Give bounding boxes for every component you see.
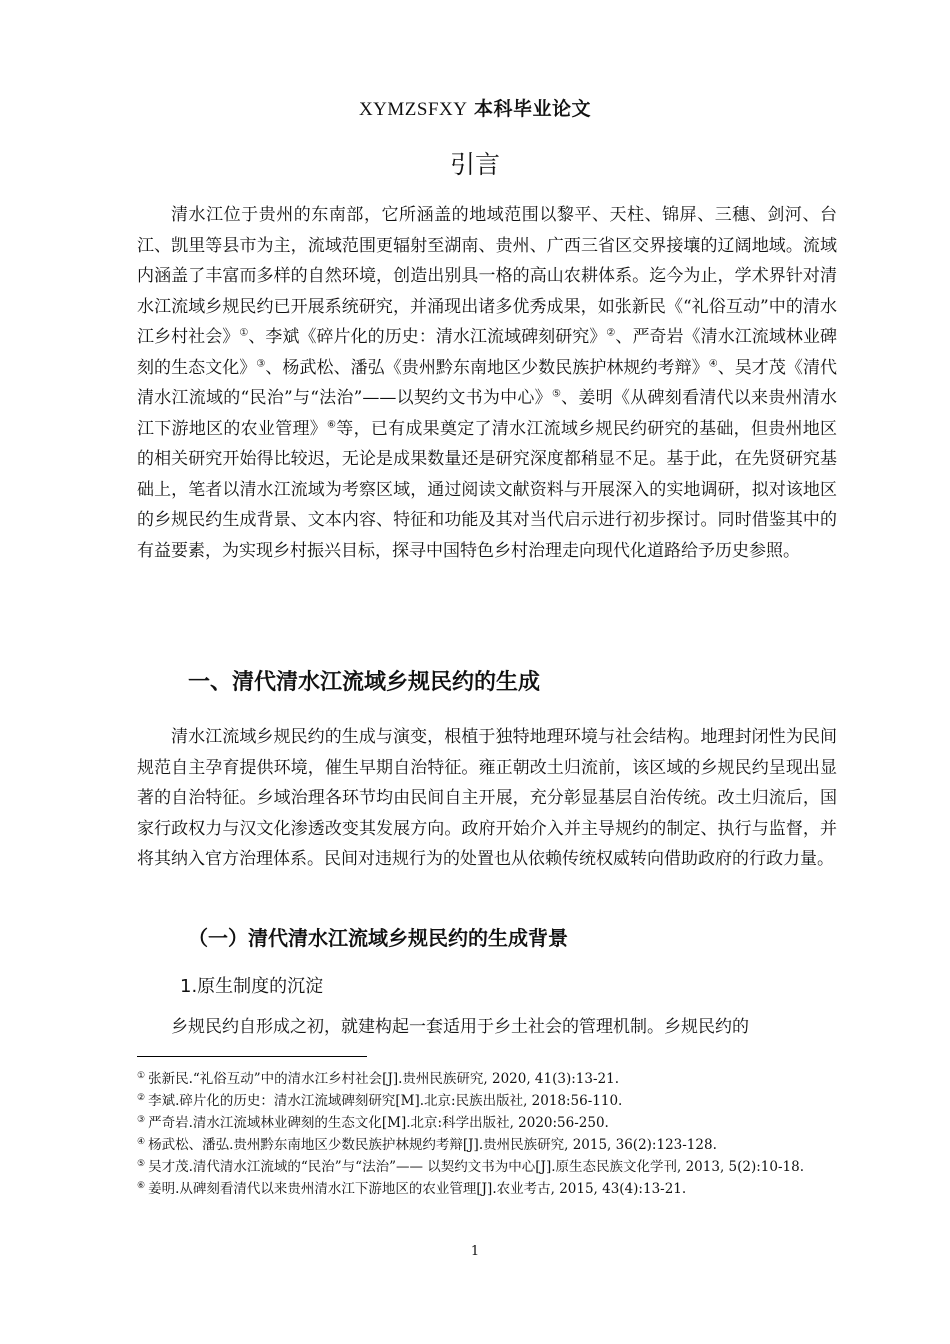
footnote-item	[137, 1134, 842, 1156]
footnote-mark: ①	[137, 1070, 146, 1081]
header-label: 本科毕业论文	[474, 98, 592, 120]
footnote-item	[137, 1178, 842, 1200]
footnote-ref-3[interactable]: ③	[256, 357, 266, 369]
footnote-mark: ⑥	[137, 1180, 146, 1191]
footnote-ref-4[interactable]: ④	[708, 357, 718, 369]
intro-text-7: 等，已有成果奠定了清水江流域乡规民约研究的基础，但贵州地区的相关研究开始得比较迟，无论是成果数量还是研究深度都稍显不足。基于此，在先贤研究基础上，笔者以清水江流域为考察区域，通过阅读文献资料与开展深入的实地调研，拟对该地区的乡规民约生成背景、文本内容、特征和功能及其对当代启示进行初步探讨。同时借鉴其中的有益要素，为实现乡村振兴目标，探寻中国特色乡村治理走向现代化道路给予历史参照。	[137, 418, 838, 561]
footnote-text: 杨武松、潘弘.贵州黔东南地区少数民族护林规约考辩[J].贵州民族研究, 2015, 36(2):123-128.	[148, 1137, 717, 1153]
continuing-paragraph: 乡规民约自形成之初，就建构起一套适用于乡土社会的管理机制。乡规民约的	[171, 1017, 749, 1037]
sub-subsection-heading: 1.原生制度的沉淀	[180, 976, 324, 997]
page-header	[0, 94, 950, 121]
footnote-item	[137, 1156, 842, 1178]
page-title: 引言	[449, 150, 500, 179]
footnote-mark: ④	[137, 1136, 146, 1147]
footnote-ref-2[interactable]: ②	[606, 327, 616, 339]
footnote-ref-6[interactable]: ⑥	[327, 418, 337, 430]
footnote-mark: ②	[137, 1092, 146, 1103]
page-number: 1	[470, 1244, 480, 1259]
footnote-item	[137, 1112, 842, 1134]
intro-text-5: 、吴才茂《清代清水江流域的“民治”与“法治”——以契约文书为中心》	[137, 357, 838, 408]
footnote-mark: ⑤	[137, 1158, 146, 1169]
footnote-separator	[137, 1056, 367, 1057]
footnote-ref-1[interactable]: ①	[239, 327, 249, 339]
school-code: XYMZSFXY	[358, 99, 468, 120]
footnote-text: 姜明.从碑刻看清代以来贵州清水江下游地区的农业管理[J].农业考古, 2015, 43(4):13-21.	[148, 1181, 687, 1197]
footnote-item	[137, 1090, 842, 1112]
intro-text-3: 、严奇岩《清水江流域林业碑刻的生态文化》	[137, 327, 838, 378]
footnote-text: 李斌.碎片化的历史：清水江流域碑刻研究[M].北京:民族出版社, 2018:56-110.	[148, 1093, 623, 1109]
section-paragraph: 清水江流域乡规民约的生成与演变，根植于独特地理环境与社会结构。地理封闭性为民间规范自主孕育提供环境，催生早期自治特征。雍正朝改土归流前，该区域的乡规民约呈现出显著的自治特征。乡域治理各环节均由民间自主开展，充分彰显基层自治传统。改土归流后，国家行政权力与汉文化渗透改变其发展方向。政府开始介入并主导规约的制定、执行与监督，并将其纳入官方治理体系。民间对违规行为的处置也从依赖传统权威转向借助政府的行政力量。	[137, 727, 837, 869]
footnote-text: 严奇岩.清水江流域林业碑刻的生态文化[M].北京:科学出版社, 2020:56-250.	[148, 1115, 609, 1131]
footnote-mark: ③	[137, 1114, 146, 1125]
intro-paragraph	[137, 200, 837, 566]
intro-text-4: 、杨武松、潘弘《贵州黔东南地区少数民族护林规约考辩》	[265, 357, 709, 378]
footnotes	[137, 1068, 842, 1200]
footnote-item	[137, 1068, 842, 1090]
intro-text-2: 、李斌《碎片化的历史：清水江流域碑刻研究》	[248, 327, 607, 347]
section-heading: 一、清代清水江流域乡规民约的生成	[188, 670, 541, 695]
footnote-text: 张新民.“礼俗互动”中的清水江乡村社会[J].贵州民族研究, 2020, 41(3):13-21.	[148, 1071, 619, 1087]
footnote-text: 吴才茂.清代清水江流域的“民治”与“法治”—— 以契约文书为中心[J].原生态民族文化学刊, 2013, 5(2):10-18.	[148, 1159, 804, 1175]
intro-text-1: 清水江位于贵州的东南部，它所涵盖的地域范围以黎平、天柱、锦屏、三穗、剑河、台江、凯里等县市为主，流域范围更辐射至湖南、贵州、广西三省区交界接壤的辽阔地域。流域内涵盖了丰富而多样的自然环境，创造出别具一格的高山农耕体系。迄今为止，学术界针对清水江流域乡规民约已开展系统研究，并涌现出诸多优秀成果，如张新民《“礼俗互动”中的清水江乡村社会》	[137, 205, 837, 347]
subsection-heading: （一）清代清水江流域乡规民约的生成背景	[188, 926, 568, 950]
intro-text-6: 、姜明《从碑刻看清代以来贵州清水江下游地区的农业管理》	[137, 388, 838, 439]
footnote-ref-5[interactable]: ⑤	[551, 388, 562, 400]
